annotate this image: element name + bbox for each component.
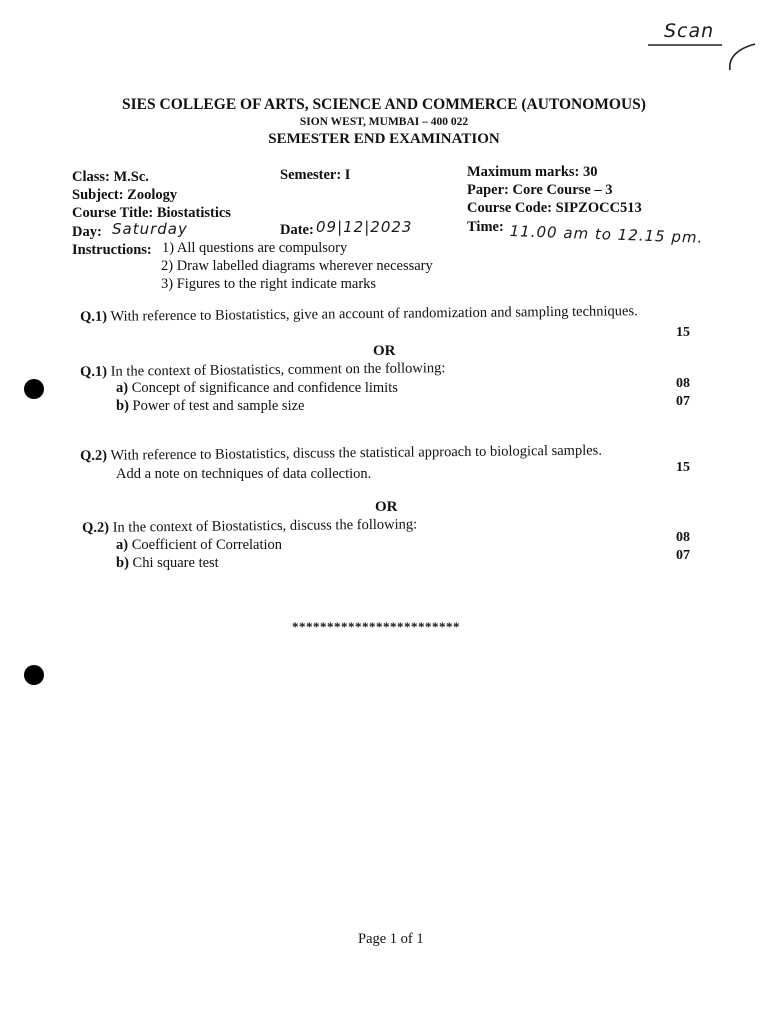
time-label: Time: [467,219,504,235]
instruction-item: 1) All questions are compulsory [162,240,348,256]
punch-hole [24,665,44,685]
subquestion-text: Coefficient of Correlation [131,537,283,553]
question-2b [82,516,417,537]
question-text: In the context of Biostatistics, comment on the following: [110,360,446,380]
question-marks: 07 [676,394,690,409]
instructions-label: Instructions: [72,242,152,258]
max-marks-field: Maximum marks: 30 [467,164,598,180]
subquestion-text: Chi square test [132,555,219,571]
question-number: Q.1) [80,363,108,380]
subquestion-b [116,398,304,415]
question-number: Q.2) [80,447,108,464]
exam-title: SEMESTER END EXAMINATION [268,131,500,147]
subquestion-text: Power of test and sample size [132,398,305,414]
subject-field: Subject: Zoology [72,187,178,203]
question-number: Q.2) [82,519,110,536]
paper-field: Paper: Core Course – 3 [467,182,613,198]
instruction-item: 3) Figures to the right indicate marks [161,276,377,292]
day-value: Saturday [112,220,188,238]
subquestion-a [116,380,398,397]
page-number: Page 1 of 1 [358,931,424,947]
course-code-field: Course Code: SIPZOCC513 [467,200,642,216]
question-text-continued: Add a note on techniques of data collection. [116,466,372,482]
question-text: With reference to Biostatistics, give an account of randomization and sampling techniques. [110,303,638,325]
or-divider: OR [373,343,396,359]
semester-field: Semester: I [280,167,351,183]
subquestion-label: b) [116,398,129,414]
date-label: Date: [280,222,314,238]
question-text: With reference to Biostatistics, discuss the statistical approach to biological samples. [110,442,602,464]
subquestion-label: b) [116,555,129,571]
college-name: SIES COLLEGE OF ARTS, SCIENCE AND COMMERCE (AUTONOMOUS) [122,96,646,113]
scan-annotation: Scan [664,20,715,42]
end-separator: ************************ [292,619,460,634]
date-value: 09|12|2023 [316,218,413,236]
subquestion-text: Concept of significance and confidence limits [131,380,398,396]
subquestion-a [116,537,282,554]
class-field: Class: M.Sc. [72,169,149,185]
or-divider: OR [375,499,398,515]
punch-hole [24,379,44,399]
question-marks: 15 [676,460,690,475]
subquestion-b [116,555,219,572]
question-1b [80,360,445,381]
question-marks: 15 [676,325,690,340]
subquestion-label: a) [116,537,129,553]
instruction-item: 2) Draw labelled diagrams wherever necessary [161,258,433,274]
scan-annotation-strokes [640,36,760,76]
question-marks: 08 [676,530,690,545]
course-title-field: Course Title: Biostatistics [72,205,231,221]
time-value: 11.00 am to 12.15 pm. [509,222,704,247]
question-number: Q.1) [80,308,108,325]
question-marks: 07 [676,548,690,563]
question-1a [80,303,638,326]
subquestion-label: a) [116,380,129,396]
question-marks: 08 [676,376,690,391]
day-label: Day: [72,224,102,240]
question-text: In the context of Biostatistics, discuss the following: [112,516,418,536]
question-2a [80,443,602,465]
college-address: SION WEST, MUMBAI – 400 022 [299,116,469,128]
